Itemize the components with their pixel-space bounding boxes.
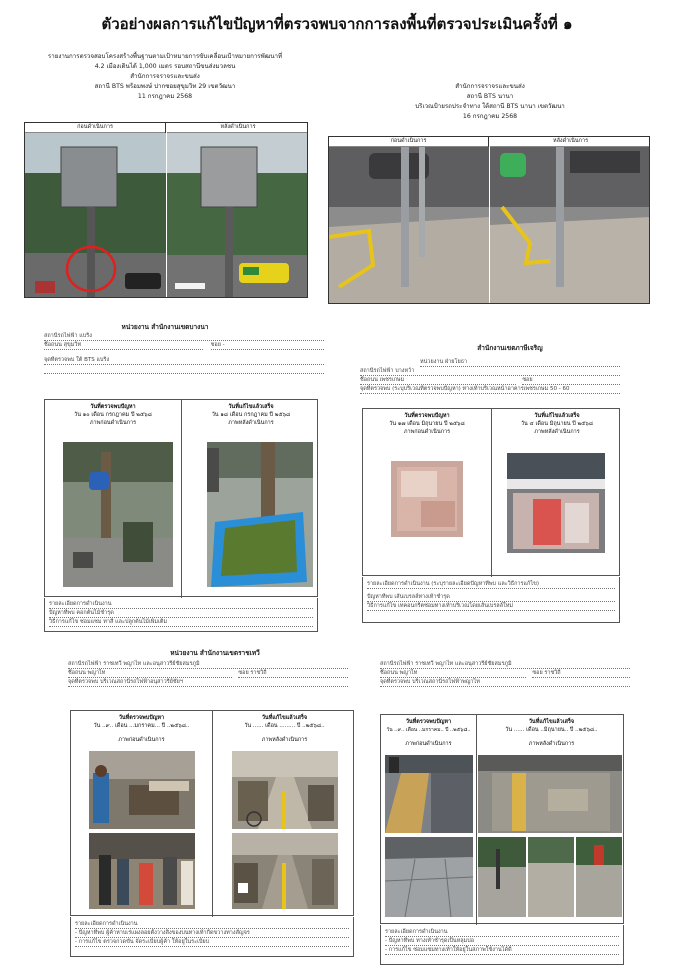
- form4-after-label: ภาพหลังดำเนินการ: [528, 741, 575, 747]
- report2-line-2: สถานี BTS นานา: [466, 93, 514, 100]
- form1-after-photo: [207, 442, 313, 587]
- form4-before-photo-1: [385, 755, 473, 833]
- form4-before-label: ภาพก่อนดำเนินการ: [405, 741, 452, 747]
- form3-method: - การแก้ไข ตรวจกวดขัน จัดระเบียบผู้ค้า ให้อยู่ในระเบียบ: [75, 938, 349, 947]
- form1-problem: ปัญหาที่พบ คอกต้นไม้ชำรุด: [49, 609, 313, 618]
- form3-found-title: วันที่ตรวจพบปัญหา: [118, 715, 165, 721]
- form3-fields: [68, 660, 348, 687]
- form2-before-photo: [391, 461, 463, 537]
- form3-fixed-date: วัน ...... เดือน ......... ปี ..๒๕๖๘..: [244, 723, 325, 729]
- form4-road: ชื่อถนน พญาไท: [380, 669, 526, 678]
- report2-after-label: หลังดำเนินการ: [490, 137, 650, 147]
- form2-agency: หน่วยงาน ฝ่ายโยธา: [420, 358, 620, 367]
- form3-point: จุดที่ตรวจพบ บริเวณสถานีรถไฟฟ้าอนุสาวรีย์ชัยฯ: [68, 678, 348, 687]
- form1-blank-line: [44, 365, 324, 374]
- report1-before: [25, 123, 166, 298]
- form2-detail: [362, 577, 620, 623]
- form4-soi: ซอย ราชวิถี: [532, 669, 630, 678]
- form4-before-photo-2: [385, 837, 473, 917]
- form2-method: วิธีการแก้ไข เทคอนกรีตซ่อมทางเท้าบริเวณโดยเส้นเบรลล์ใหม่: [367, 602, 615, 611]
- form1-after-label: ภาพหลังดำเนินการ: [228, 420, 274, 426]
- form3-before-label: ภาพก่อนดำเนินการ: [118, 737, 165, 743]
- report1-line-3: สำนักการจราจรและขนส่ง: [130, 73, 200, 80]
- report1-line-4: สถานี BTS พร้อมพงษ์ ปากซอยสุขุมวิท 29 เขตวัฒนา: [94, 83, 236, 90]
- form3-after-label: ภาพหลังดำเนินการ: [261, 737, 308, 743]
- form4-detail-title: รายละเอียดการดำเนินงาน: [385, 928, 619, 937]
- form3-fixed-title: วันที่แก้ไขแล้วเสร็จ: [261, 715, 308, 721]
- form3-box: [70, 710, 354, 916]
- form2-box: [362, 408, 620, 576]
- form4-found-title: วันที่ตรวจพบปัญหา: [405, 719, 452, 725]
- form4-box: [380, 714, 624, 924]
- form1-found-title: วันที่ตรวจพบปัญหา: [90, 404, 136, 410]
- form1-method: วิธีการแก้ไข ซ่อมแซม ทาสี และปลูกต้นไม้เพิ่มเติม: [49, 618, 313, 627]
- report1-line-2: 4.2 เมืองเดินได้ 1,000 เมตร รอบสถานีขนส่งมวลชน: [94, 63, 236, 70]
- form1-fixed-col: [183, 400, 319, 598]
- report1-header: [20, 52, 310, 102]
- form1-found-col: [45, 400, 182, 598]
- report2-line-3: บริเวณป้ายรถประจำทาง ใต้สถานี BTS นานา เขตวัฒนา: [415, 103, 565, 110]
- form3-found-col: [71, 711, 213, 917]
- form4-problem: - ปัญหาที่พบ ทางเท้าชำรุดเป็นหลุมบ่อ: [385, 937, 619, 946]
- form2-after-photo: [507, 453, 605, 553]
- report1-line-1: รายงานการตรวจสอบโครงสร้างพื้นฐานตามเป้าหมายการขับเคลื่อนเป้าหมายการพัฒนาที่: [47, 53, 283, 60]
- report1-after: [167, 123, 308, 298]
- form4-after-photo-1: [478, 755, 622, 833]
- report2-photo-panel: [328, 136, 650, 304]
- form3-detail-title: รายละเอียดการดำเนินงาน: [75, 920, 349, 929]
- form3-after-photo-1: [232, 751, 338, 829]
- report2-after-photo: [490, 147, 650, 304]
- form3-found-date: วัน ..๙.. เดือน ...มกราคม... ปี ..๒๕๖๘..: [93, 723, 190, 729]
- form1-road: ชื่อถนน สุขุมวิท: [44, 341, 203, 350]
- form4-after-photo-2: [478, 837, 526, 917]
- form1-agency: หน่วยงาน สำนักงานเขตบางนา: [121, 323, 209, 331]
- form4-fixed-title: วันที่แก้ไขแล้วเสร็จ: [528, 719, 575, 725]
- form3-detail: [70, 917, 354, 957]
- form1-point: จุดที่ตรวจพบ ใต้ BTS แบริ่ง: [44, 356, 324, 365]
- report2-before-label: ก่อนดำเนินการ: [329, 137, 488, 147]
- form1-before-photo: [63, 442, 173, 587]
- report1-line-5: 11 กรกฎาคม 2568: [137, 93, 193, 100]
- form3-before-photo-2: [89, 833, 195, 909]
- form2-agency-top: สำนักงานเขตภาษีเจริญ: [477, 344, 543, 352]
- form3-problem: - ปัญหาที่พบ ผู้ค้าหาบเร่แผงลอยตั้งวางสิ่งของบนทางเท้ากีดขวางทางสัญจร: [75, 929, 349, 938]
- form4-detail: [380, 925, 624, 965]
- form1-fixed-date: วัน ๑๘ เดือน กรกฎาคม ปี ๒๕๖๘: [211, 412, 291, 418]
- form1-fields: [44, 332, 324, 374]
- form4-point: จุดที่ตรวจพบ บริเวณสถานีรถไฟฟ้าพญาไท: [380, 678, 630, 687]
- form3-fixed-col: [214, 711, 355, 917]
- report1-photo-panel: [24, 122, 308, 298]
- form4-method: - การแก้ไข ซ่อมแซมทางเท้าให้อยู่ในสภาพใช้งานได้ดี: [385, 946, 619, 955]
- form3-before-photo-1: [89, 751, 195, 829]
- report1-after-label: หลังดำเนินการ: [167, 123, 308, 133]
- report2-header: [330, 82, 650, 122]
- form2-before-label: ภาพก่อนดำเนินการ: [403, 429, 451, 435]
- form1-box: [44, 399, 318, 597]
- form2-point: จุดที่ตรวจพบ (ระบุบริเวณที่ตรวจพบปัญหา) ทางเท้าบริเวณหน้าอาคารเพชรเกษม 50 - 60: [360, 385, 620, 394]
- form3-soi: ซอย ราชวิถี: [238, 669, 348, 678]
- form2-fields: [360, 358, 620, 394]
- form1-before-label: ภาพก่อนดำเนินการ: [89, 420, 137, 426]
- report2-line-1: สำนักการจราจรและขนส่ง: [455, 83, 525, 90]
- form3-after-photo-2: [232, 833, 338, 909]
- form4-fixed-date: วัน ...... เดือน ..มิถุนายน.. ปี ..๒๕๖๘..: [505, 727, 598, 733]
- report1-before-label: ก่อนดำเนินการ: [25, 123, 165, 133]
- form1-soi: ซอย -: [211, 341, 324, 350]
- form1-found-date: วัน ๑๐ เดือน กรกฎาคม ปี ๒๕๖๘: [74, 412, 152, 418]
- form4-found-col: [381, 715, 477, 925]
- form1-detail: [44, 598, 318, 632]
- form4-fields: [380, 660, 630, 687]
- form2-found-date: วัน ๑๗ เดือน มิถุนายน ปี ๒๕๖๘: [389, 421, 465, 427]
- page-title: ตัวอย่างผลการแก้ไขปัญหาที่ตรวจพบจากการลงพื้นที่ตรวจประเมินครั้งที่ ๑: [101, 15, 573, 33]
- report1-after-photo: [167, 133, 308, 298]
- form1-fixed-title: วันที่แก้ไขแล้วเสร็จ: [228, 404, 274, 410]
- form2-fixed-title: วันที่แก้ไขแล้วเสร็จ: [534, 413, 580, 419]
- form3-agency: หน่วยงาน สำนักงานเขตราชเทวี: [170, 649, 260, 657]
- form2-road: ชื่อถนน เพชรเกษม: [360, 376, 516, 385]
- form3-pole: สถานีรถไฟฟ้า ราชเทวี พญาไท และอนุสาวรีย์ชัยสมรภูมิ: [68, 660, 348, 669]
- form2-found-title: วันที่ตรวจพบปัญหา: [404, 413, 450, 419]
- form2-detail-title: รายละเอียดการดำเนินงาน (ระบุรายละเอียดปัญหาที่พบ และวิธีการแก้ไข): [367, 580, 615, 589]
- form2-found-col: [363, 409, 492, 577]
- form2-problem: ปัญหาที่พบ เส้นเบรลล์ทางเท้าชำรุด: [367, 593, 615, 602]
- report2-before-photo: [329, 147, 489, 304]
- form4-after-photo-4: [576, 837, 622, 917]
- report2-after: [490, 137, 650, 304]
- form2-pole: สถานีรถไฟฟ้า บางหว้า: [360, 367, 620, 376]
- form2-fixed-col: [493, 409, 621, 577]
- form4-fixed-col: [478, 715, 625, 925]
- report2-line-4: 16 กรกฎาคม 2568: [462, 113, 518, 120]
- form4-found-date: วัน ..๙.. เดือน ..มกราคม.. ปี ..๒๕๖๘..: [386, 727, 471, 733]
- report2-before: [329, 137, 489, 304]
- form2-soi: ซอย: [522, 376, 620, 385]
- form4-pole: สถานีรถไฟฟ้า ราชเทวี พญาไท และอนุสาวรีย์ชัยสมรภูมิ: [380, 660, 630, 669]
- form4-after-photo-3: [528, 837, 574, 917]
- form2-fixed-date: วัน ๔ เดือน มิถุนายน ปี ๒๕๖๘: [520, 421, 594, 427]
- form3-road: ชื่อถนน พญาไท: [68, 669, 232, 678]
- form1-pole: สถานีรถไฟฟ้า แบริ่ง: [44, 332, 324, 341]
- report1-before-photo: [25, 133, 166, 298]
- form2-after-label: ภาพหลังดำเนินการ: [534, 429, 580, 435]
- form1-detail-title: รายละเอียดการดำเนินงาน: [49, 600, 313, 609]
